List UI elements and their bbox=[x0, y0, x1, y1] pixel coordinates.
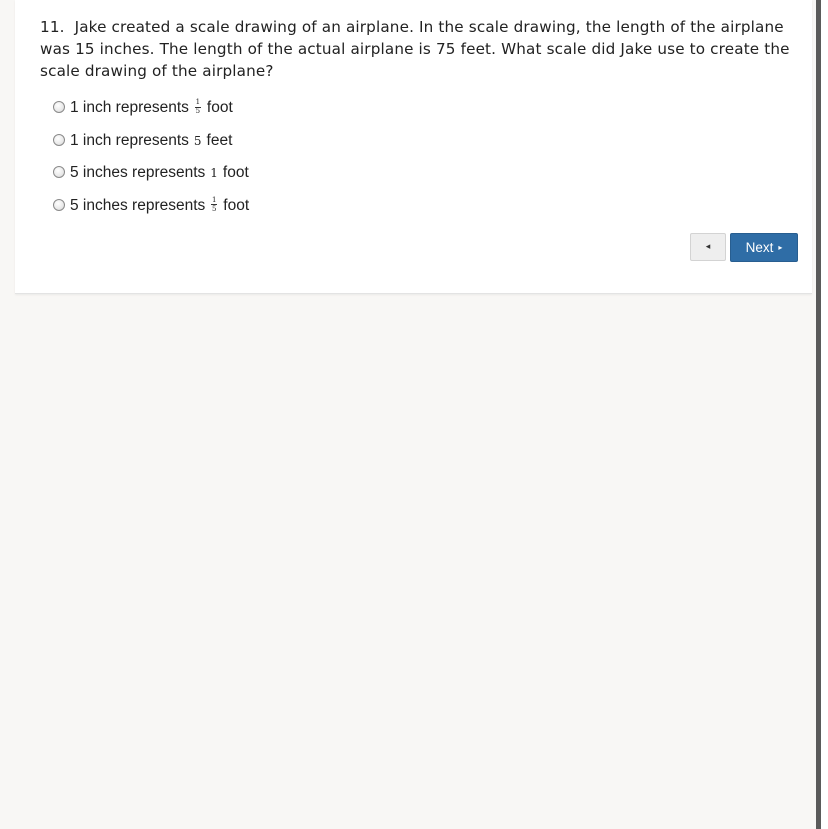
answer-option-4[interactable] bbox=[53, 190, 249, 223]
previous-button[interactable] bbox=[690, 233, 726, 261]
option-text: 1 inch represents bbox=[70, 131, 189, 149]
option-math-value: 5 bbox=[193, 133, 202, 148]
scrollbar[interactable] bbox=[816, 0, 828, 829]
answer-option-2[interactable] bbox=[53, 125, 249, 158]
triangle-right-icon: ▸ bbox=[778, 243, 783, 252]
question-body: Jake created a scale drawing of an airplane. In the scale drawing, the length of the airplane was 15 inches. The length of the actual airplane is 75 feet. What scale did Jake use to create the scale drawing of the airplane? bbox=[40, 18, 790, 80]
radio-button[interactable] bbox=[53, 134, 65, 146]
answer-options bbox=[53, 92, 249, 222]
option-unit: foot bbox=[222, 164, 249, 182]
fraction-denominator: 5 bbox=[212, 204, 217, 213]
fraction-numerator: 1 bbox=[212, 195, 217, 204]
option-unit: foot bbox=[223, 196, 250, 214]
question-number: 11. bbox=[40, 18, 65, 36]
fraction-denominator: 5 bbox=[195, 107, 201, 116]
option-text: 1 inch represents bbox=[70, 99, 189, 117]
radio-button[interactable] bbox=[53, 101, 65, 113]
answer-option-3[interactable] bbox=[53, 157, 249, 190]
triangle-left-icon: ◂ bbox=[705, 242, 711, 252]
fraction-numerator: 1 bbox=[195, 98, 201, 107]
option-unit: foot bbox=[206, 99, 233, 117]
answer-option-1[interactable] bbox=[53, 92, 249, 125]
option-unit: feet bbox=[206, 131, 233, 149]
next-button[interactable] bbox=[730, 233, 798, 262]
option-text: 5 inches represents bbox=[70, 196, 206, 214]
option-math-value: 1 bbox=[210, 166, 218, 181]
question-card bbox=[15, 0, 812, 294]
option-text: 5 inches represents bbox=[70, 164, 206, 182]
fraction bbox=[211, 197, 217, 213]
radio-button[interactable] bbox=[53, 199, 65, 211]
radio-button[interactable] bbox=[53, 166, 65, 178]
question-text bbox=[40, 16, 800, 82]
fraction bbox=[195, 99, 201, 115]
next-button-label: Next bbox=[745, 240, 774, 255]
